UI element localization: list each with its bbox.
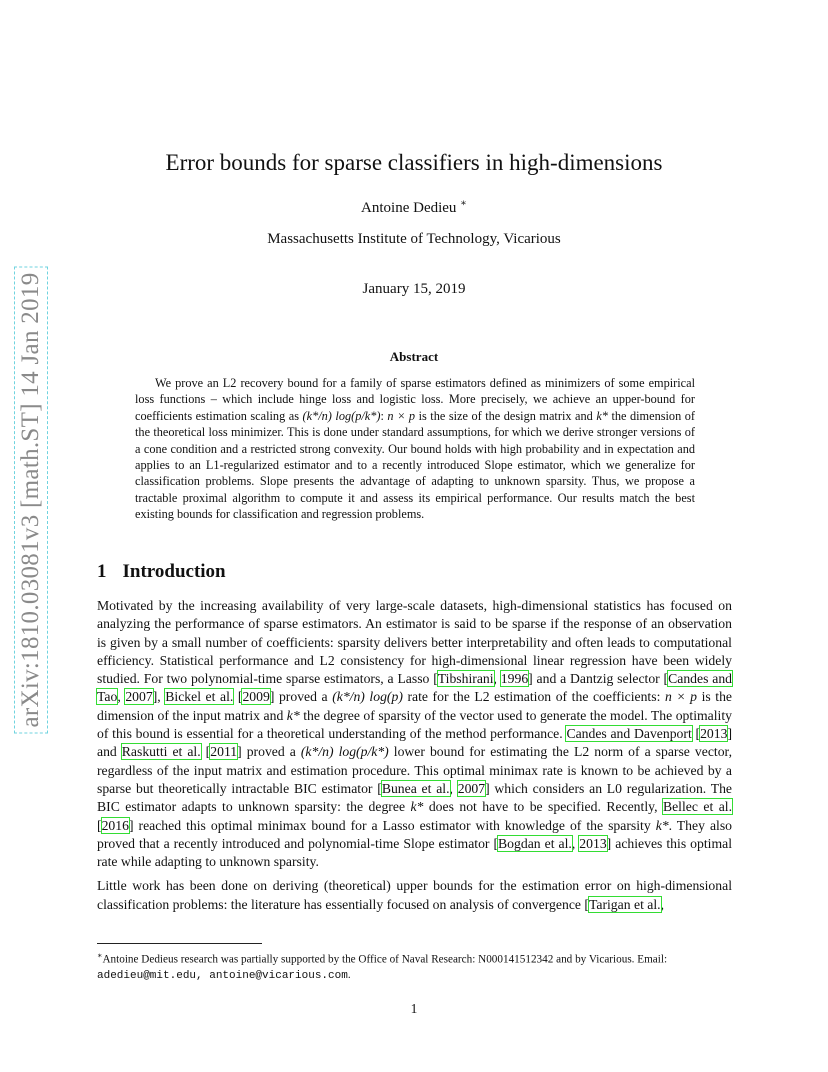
text: ] reached this optimal minimax bound for a Lasso estimator with knowledge of the sparsity <box>128 817 656 833</box>
text: ] which considers an L0 regularization. The BIC estimator adapts to unknown sparsity: the degree <box>97 780 733 815</box>
section-number: 1 <box>97 561 107 582</box>
author-footnote-mark: ∗ <box>460 198 467 209</box>
author-line <box>0 198 828 217</box>
math: k* <box>410 799 424 815</box>
text: does not have to be specified. Recently, <box>423 799 663 815</box>
citation-link[interactable]: 2013 <box>579 835 607 851</box>
page-number: 1 <box>410 1001 418 1016</box>
paragraph <box>97 877 732 914</box>
citation-link[interactable]: 2011 <box>210 744 238 760</box>
text: , <box>660 896 665 912</box>
footnote-mark: ∗ <box>97 951 103 960</box>
paragraph <box>97 597 732 871</box>
text: [ <box>233 689 243 705</box>
citation-link[interactable]: Bunea et al. <box>381 780 450 796</box>
citation-link[interactable]: 2007 <box>125 689 153 705</box>
citation-link[interactable]: 2009 <box>242 689 270 705</box>
author-name: Antoine Dedieu <box>361 200 457 216</box>
math: k* <box>286 707 300 723</box>
citation-link[interactable]: Raskutti et al. <box>121 744 201 760</box>
section-heading <box>97 561 226 583</box>
citation-link[interactable]: 2016 <box>101 817 129 833</box>
citation-link[interactable]: Tibshirani <box>437 671 494 687</box>
citation-link[interactable]: Bickel et al. <box>165 689 234 705</box>
abstract-paragraph <box>135 375 695 523</box>
footnote-emails[interactable]: adedieu@mit.edu, antoine@vicarious.com <box>97 969 348 982</box>
footnote-rule <box>97 943 262 944</box>
date: January 15, 2019 <box>362 281 466 297</box>
paper-title: Error bounds for sparse classifiers in high-dimensions <box>165 150 663 175</box>
abstract-text: : <box>380 408 388 423</box>
footnote-end: . <box>347 968 351 981</box>
introduction-body <box>97 597 732 920</box>
math: k* <box>655 817 669 833</box>
text: ] and a Dantzig selector [ <box>528 671 669 687</box>
abstract-math: n × p <box>387 408 416 423</box>
citation-link[interactable]: Tarigan et al. <box>588 896 661 912</box>
footnote-text: Antoine Dedieus research was partially supported by the Office of Naval Research: N000141512342 and by Vicarious. Email: <box>102 953 668 966</box>
citation-link[interactable]: Bogdan et al. <box>498 835 572 851</box>
text: the degree of sparsity of the vector used to generate the model. The optimality of this bound is essential for a theoretical understanding of the method performance. <box>97 707 732 742</box>
affiliation: Massachusetts Institute of Technology, Vicarious <box>267 231 561 247</box>
abstract-text: is the size of the design matrix and <box>415 408 597 423</box>
text: [ <box>691 726 701 742</box>
text: , <box>493 671 501 687</box>
text: , <box>571 835 580 851</box>
citation-link[interactable]: Bellec et al. <box>662 799 733 815</box>
math: (k*/n) log(p) <box>332 689 403 705</box>
text: . They also proved that a recently introduced and polynomial-time Slope estimator [ <box>97 817 732 851</box>
text: lower bound for estimating the L2 norm of a sparse vector, regardless of the input matrix and estimation procedure. This optimal minimax rate is known to be achieved by a sparse but theoretically intractable BIC estimator [ <box>97 744 732 796</box>
text: ] and <box>97 726 733 760</box>
math: (k*/n) log(p/k*) <box>300 744 389 760</box>
citation-link[interactable]: 1996 <box>500 671 529 687</box>
text: [ <box>97 817 102 833</box>
citation-link[interactable]: Candes and Davenport <box>566 726 692 742</box>
arxiv-sidebar <box>6 250 56 750</box>
text: ] achieves this optimal rate while adapting to unknown sparsity. <box>97 835 732 870</box>
math: n × p <box>664 689 697 705</box>
citation-link[interactable]: Candes and Tao <box>97 671 733 705</box>
text: [ <box>200 744 211 760</box>
citation-link[interactable]: 2007 <box>457 780 486 796</box>
abstract-math: k* <box>596 408 608 423</box>
abstract-text: the dimension of the theoretical loss minimizer. This is done under standard assumptions, for which we derive stronger versions of a cone condition and a restricted strong convexity. Our bound holds with high probability and in expectation and applies to an L1-regularized estimator and to a recently introduced Slope estimator, which we generalize for classification problems. Slope presents the advantage of adapting to unknown sparsity. Thus, we propose a tractable proximal algorithm to compute it and assess its empirical performance. Our results match the best existing bounds for classification and regression problems. <box>135 408 695 522</box>
text: , <box>449 780 458 796</box>
text: ] proved a <box>237 744 301 760</box>
text: ] proved a <box>269 689 333 705</box>
abstract-body <box>135 375 695 523</box>
arxiv-id-link[interactable]: arXiv:1810.03081v3 [math.ST] 14 Jan 2019 <box>17 269 45 730</box>
abstract-math: (k*/n) log(p/k*) <box>302 408 381 423</box>
abstract-heading: Abstract <box>389 349 439 364</box>
text: ], <box>152 689 166 705</box>
section-title: Introduction <box>122 561 226 582</box>
text: , <box>117 689 126 705</box>
citation-link[interactable]: 2013 <box>700 726 728 742</box>
text: rate for the L2 estimation of the coefficients: <box>402 689 665 705</box>
text: Motivated by the increasing availability of very large-scale datasets, high-dimensional statistics has focused on analyzing the performance of sparse estimators. An estimator is said to be sparse if the response of an observation is given by a small number of coefficients: sparsity delivers better interpretability and often leads to computational efficiency. Statistical performance and L2 consistency for high-dimensional linear regression have been widely studied. For two polynomial-time sparse estimators, a Lasso [ <box>97 598 732 687</box>
text: is the dimension of the input matrix and <box>97 689 732 723</box>
footnote <box>97 948 732 984</box>
text: Little work has been done on deriving (theoretical) upper bounds for the estimation error on high-dimensional classification problems: the literature has essentially focused on analysis of convergence [ <box>97 878 732 912</box>
abstract-text: We prove an L2 recovery bound for a family of sparse estimators defined as minimizers of some empirical loss functions – which include hinge loss and logistic loss. More precisely, we achieve an upper-bound for coefficients estimation scaling as <box>135 376 695 423</box>
